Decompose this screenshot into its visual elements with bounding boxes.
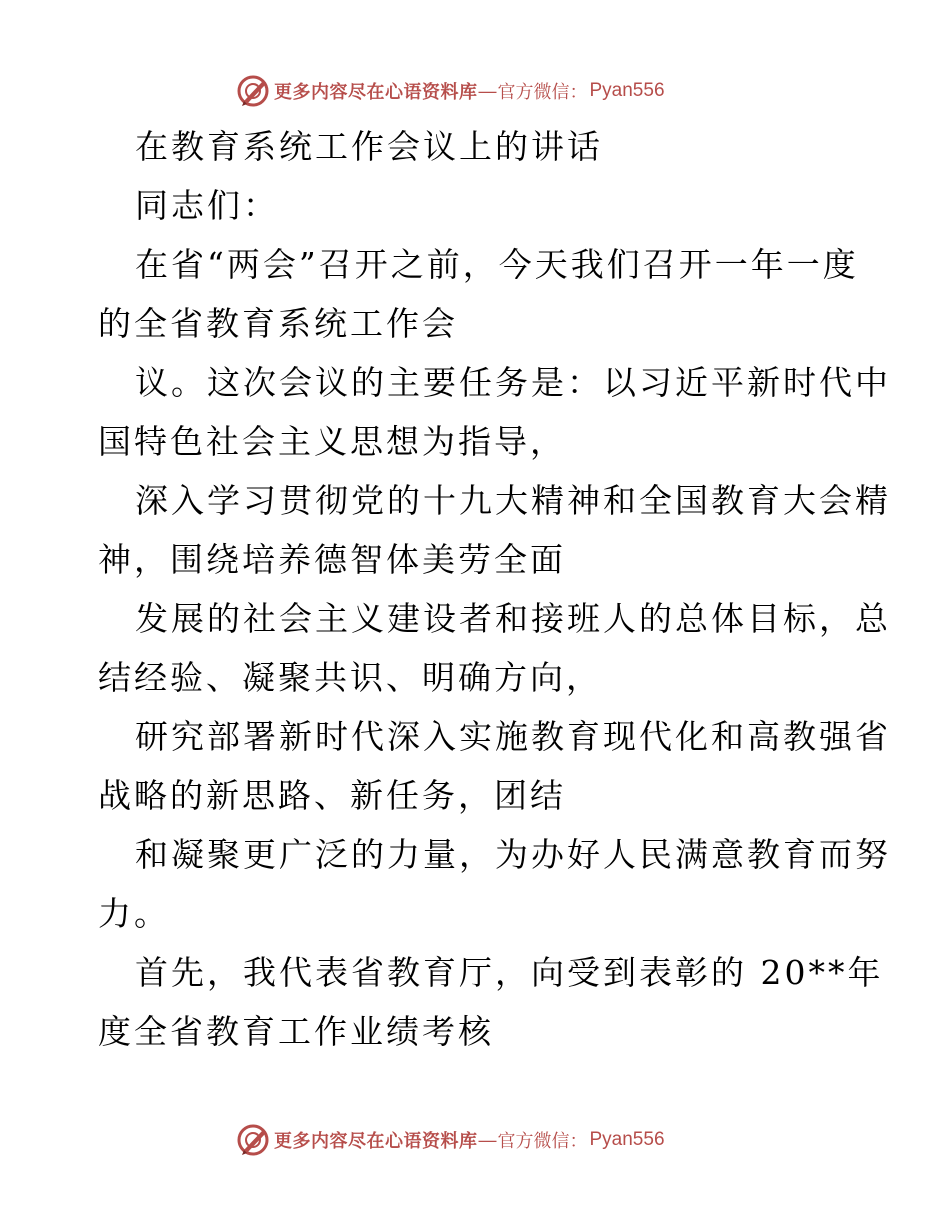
salutation: 同志们：: [135, 186, 279, 225]
banner-wechat-label: 官方微信：: [497, 1131, 588, 1152]
paragraph-line: 力。: [98, 894, 170, 933]
paragraph-line: 深入学习贯彻党的十九大精神和全国教育大会精: [135, 481, 891, 520]
header-banner: [236, 73, 665, 109]
paragraph-line: 研究部署新时代深入实施教育现代化和高教强省: [135, 717, 891, 756]
paragraph-line: 国特色社会主义思想为指导，: [98, 422, 566, 461]
paragraph-line: 战略的新思路、新任务，团结: [98, 776, 566, 815]
red-pen-logo-icon: [236, 74, 270, 108]
banner-dash: —: [478, 80, 497, 101]
banner-main-text: 更多内容尽在心语资料库: [274, 82, 478, 103]
document-title: 在教育系统工作会议上的讲话: [135, 127, 603, 166]
banner-wechat-id: Pyan556: [589, 80, 665, 101]
paragraph-line: 议。这次会议的主要任务是：以习近平新时代中: [135, 363, 891, 402]
footer-banner: [236, 1122, 665, 1158]
banner-wechat-label: 官方微信：: [497, 82, 588, 103]
paragraph-line: 结经验、凝聚共识、明确方向，: [98, 658, 602, 697]
paragraph-line: 度全省教育工作业绩考核: [98, 1012, 494, 1051]
banner-wechat-id: Pyan556: [589, 1129, 665, 1150]
paragraph-line: 的全省教育系统工作会: [98, 304, 458, 343]
paragraph-line: 和凝聚更广泛的力量，为办好人民满意教育而努: [135, 835, 891, 874]
paragraph-line: 发展的社会主义建设者和接班人的总体目标，总: [135, 599, 891, 638]
paragraph-line: 首先，我代表省教育厅，向受到表彰的 20**年: [135, 953, 884, 992]
paragraph-line: 在省“两会”召开之前，今天我们召开一年一度: [135, 245, 859, 284]
banner-main-text: 更多内容尽在心语资料库: [274, 1131, 478, 1152]
red-pen-logo-icon: [236, 1123, 270, 1157]
banner-dash: —: [478, 1129, 497, 1150]
paragraph-line: 神，围绕培养德智体美劳全面: [98, 540, 566, 579]
